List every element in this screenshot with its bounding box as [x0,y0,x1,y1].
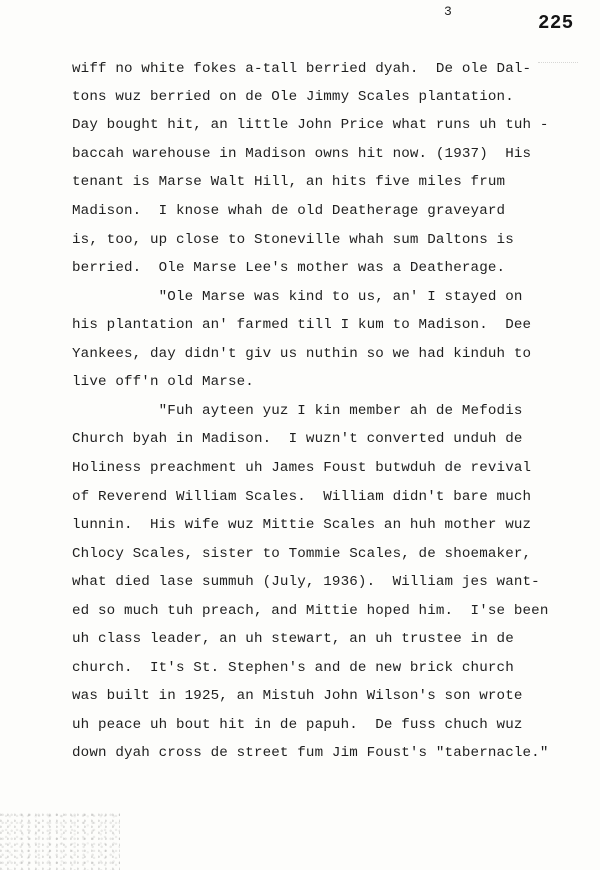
text-line-3: Day bought hit, an little John Price what runs uh tuh - [72,117,549,133]
text-line-5: tenant is Marse Walt Hill, an hits five miles frum [72,174,506,190]
typed-page-number: 3 [444,4,452,19]
text-line-23: was built in 1925, an Mistuh John Wilson's son wrote [72,688,523,704]
text-line-20: ed so much tuh preach, and Mittie hoped him. I'se been [72,603,549,619]
text-line-21: uh class leader, an uh stewart, an uh trustee in de [72,631,514,647]
text-line-9: "Ole Marse was kind to us, an' I stayed on [72,289,523,305]
text-line-24: uh peace uh bout hit in de papuh. De fuss chuch wuz [72,717,523,733]
stamped-page-number: 225 [538,12,574,34]
text-line-1: wiff no white fokes a-tall berried dyah. De ole Dal- [72,61,532,77]
text-line-18: Chlocy Scales, sister to Tommie Scales, de shoemaker, [72,546,532,562]
text-line-8: berried. Ole Marse Lee's mother was a Deatherage. [72,260,506,276]
text-line-22: church. It's St. Stephen's and de new brick church [72,660,514,676]
text-line-15: Holiness preachment uh James Foust butwduh de revival [72,460,532,476]
text-line-14: Church byah in Madison. I wuzn't converted unduh de [72,431,523,447]
text-line-13: "Fuh ayteen yuz I kin member ah de Mefodis [72,403,523,419]
text-line-19: what died lase summuh (July, 1936). William jes want- [72,574,540,590]
text-line-4: baccah warehouse in Madison owns hit now. (1937) His [72,146,532,162]
text-line-17: lunnin. His wife wuz Mittie Scales an huh mother wuz [72,517,532,533]
scan-artifact [538,62,578,73]
text-line-25: down dyah cross de street fum Jim Foust's "tabernacle." [72,745,549,761]
text-line-6: Madison. I knose whah de old Deatherage graveyard [72,203,506,219]
text-line-7: is, too, up close to Stoneville whah sum Daltons is [72,232,514,248]
text-line-10: his plantation an' farmed till I kum to Madison. Dee [72,317,532,333]
text-line-2: tons wuz berried on de Ole Jimmy Scales plantation. [72,89,514,105]
text-line-12: live off'n old Marse. [72,374,254,390]
text-line-16: of Reverend William Scales. William didn't bare much [72,489,532,505]
scan-noise-artifact [0,810,120,870]
text-line-11: Yankees, day didn't giv us nuthin so we had kinduh to [72,346,532,362]
